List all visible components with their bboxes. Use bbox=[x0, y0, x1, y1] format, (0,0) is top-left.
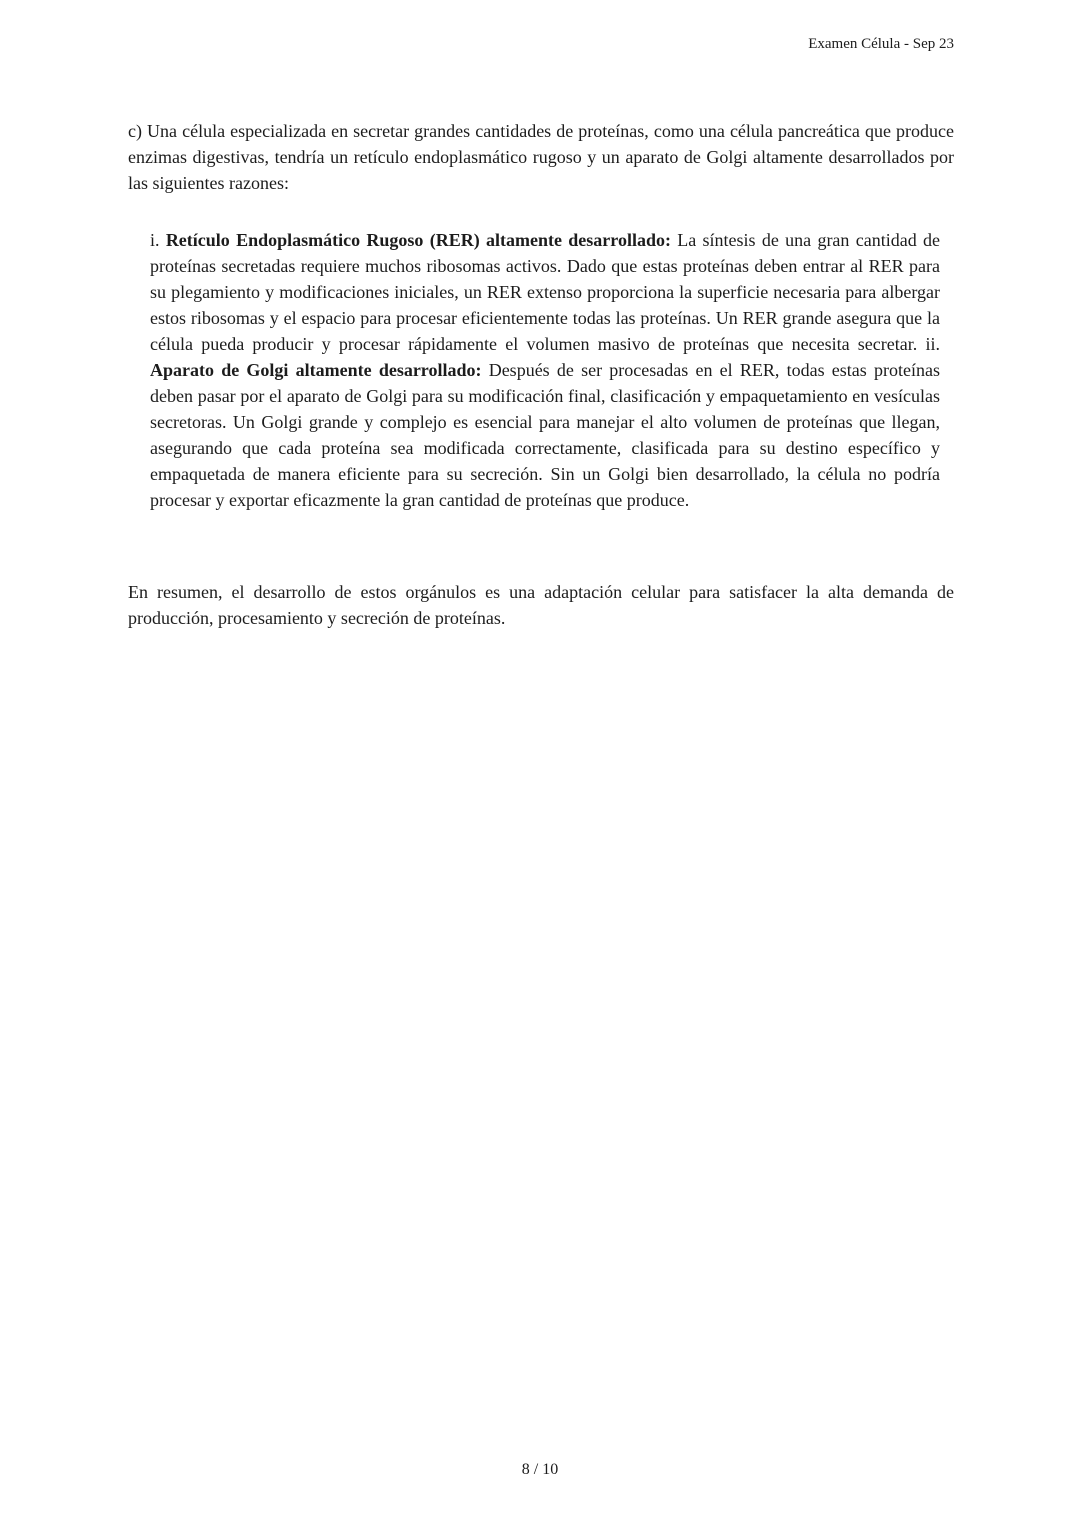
answer-golgi-text: Después de ser procesadas en el RER, todas estas proteínas deben pasar por el aparato de Golgi para su modificación final, clasificación y empaquetamiento en vesículas secretoras. Un Golgi grande y complejo es esencial para manejar el alto volumen de proteínas que llegan, asegurando que cada proteína sea modificada correctamente, clasificada para su destino específico y empaquetada de manera eficiente para su secreción. Sin un Golgi bien desarrollado, la célula no podría procesar y exportar eficazmente la gran cantidad de proteínas que produce. bbox=[150, 360, 940, 510]
page-content bbox=[128, 118, 954, 631]
answer-item-i-prefix: i. bbox=[150, 230, 166, 250]
page-number: 8 / 10 bbox=[521, 1461, 559, 1478]
answer-paragraph bbox=[150, 227, 940, 513]
page-header-title: Examen Célula - Sep 23 bbox=[808, 36, 954, 52]
answer-rer-text: La síntesis de una gran cantidad de proteínas secretadas requiere muchos ribosomas activos. Dado que estas proteínas deben entrar al RER para su plegamiento y modificaciones iniciales, un RER extenso proporciona la superficie necesaria para albergar estos ribosomas y el espacio para procesar eficientemente todas las proteínas. Un RER grande asegura que la célula pueda producir y procesar rápidamente el volumen masivo de proteínas que necesita secretar. ii. bbox=[150, 230, 940, 354]
intro-paragraph: c) Una célula especializada en secretar grandes cantidades de proteínas, como una célula pancreática que produce enzimas digestivas, tendría un retículo endoplasmático rugoso y un aparato de Golgi altamente desarrollados por las siguientes razones: bbox=[128, 121, 954, 193]
answer-golgi-heading: Aparato de Golgi altamente desarrollado: bbox=[150, 360, 482, 380]
summary-paragraph: En resumen, el desarrollo de estos orgánulos es una adaptación celular para satisfacer la alta demanda de producción, procesamiento y secreción de proteínas. bbox=[128, 582, 954, 628]
answer-rer-heading: Retículo Endoplasmático Rugoso (RER) altamente desarrollado: bbox=[165, 230, 671, 250]
